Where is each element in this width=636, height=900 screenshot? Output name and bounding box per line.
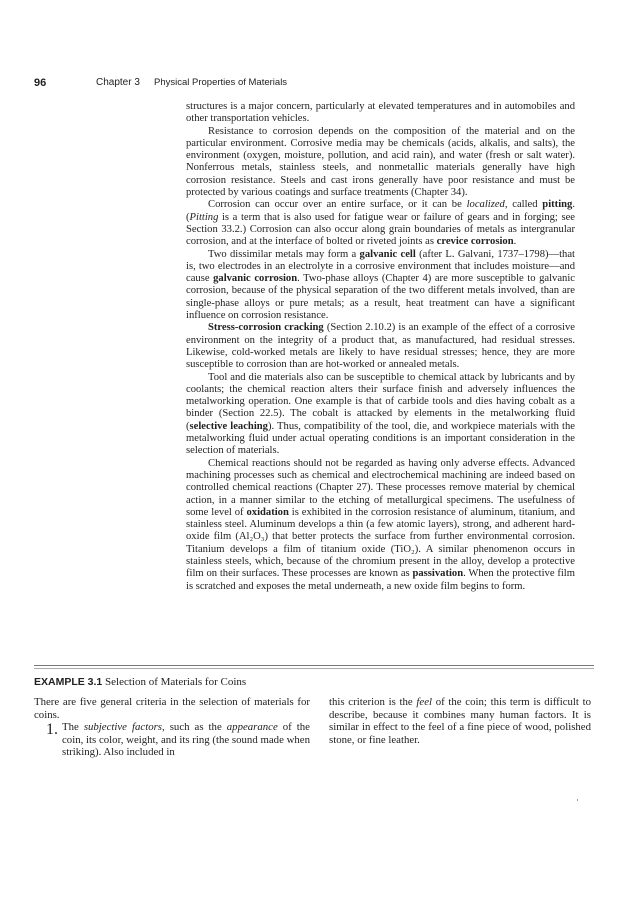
term-pitting: pitting [542, 199, 573, 211]
p3-text-c: , called [504, 199, 543, 211]
scan-mark [577, 799, 578, 801]
list-item-number: 1. [46, 721, 58, 739]
p3-text-g: is a term that is also used for fatigue wear or failure of gears and in forging; see Section 33.2.) Corrosion can also occur along grain boundaries of metals as intergranular corrosion, and at the interface of bolted or riveted joints as [186, 211, 575, 248]
paragraph-3 [186, 199, 575, 248]
item1-text-c: , such as the [162, 721, 227, 734]
p4-text-a: Two dissimilar metals may form a [208, 248, 360, 260]
paragraph-6 [186, 372, 575, 458]
p6-text-c: ). Thus, compatibility of the tool, die, and workpiece materials with the metalworking fluid under actual operating conditions is an important consideration in the selection of materials. [186, 420, 575, 457]
p3-text-i: . [513, 236, 517, 248]
term-localized: localized [466, 199, 505, 211]
col2-text-c: of the coin; this term is difficult to describe, because it combines many human factors. It is similar in effect to the feel of a fine piece of wood, polished stone, or fine leather. [329, 696, 591, 746]
example-intro: There are five general criteria in the selection of materials for coins. [34, 696, 310, 721]
section-divider [34, 665, 594, 666]
paragraph-7 [186, 458, 575, 593]
body-text [186, 101, 575, 593]
p5-text-b: (Section 2.10.2) is an example of the effect of a corrosive environment on the integrity of a product that, as manufactured, had residual stresses. Likewise, cold-worked metals are likely to have residual stresses; hence, they are more susceptible to corrosion than are hot-worked or annealed metals. [186, 322, 575, 371]
term-feel: feel [416, 696, 432, 708]
term-appearance: appearance [226, 721, 278, 734]
example-title: Selection of Materials for Coins [105, 676, 247, 688]
term-oxidation: oxidation [246, 506, 289, 518]
term-pitting-italic: Pitting [189, 211, 219, 223]
example-column-right [329, 696, 591, 746]
chapter-title: Physical Properties of Materials [154, 77, 288, 88]
term-galvanic-cell: galvanic cell [359, 248, 416, 260]
term-selective-leaching: selective leaching [189, 420, 268, 432]
p4-text-e: . Two-phase alloys (Chapter 4) are more susceptible to galvanic corrosion, because of the physical separation of the two different metals involved, than are single-phase alloys or pure metals; as a result, heat treatment can have a significant influence on corrosion resistance. [186, 273, 575, 322]
list-item-text [62, 721, 310, 759]
page-number: 96 [34, 77, 47, 89]
item1-text-e: of the coin, its color, weight, and its ring (the sound made when striking). Also included in [62, 721, 310, 759]
p4-text-c: (after L. Galvani, 1737–1798)—that is, two electrodes in an electrolyte in a corrosive environment that includes moisture—and cause [186, 248, 575, 285]
paragraph-2: Resistance to corrosion depends on the composition of the material and on the particular environment. Corrosive media may be chemicals (acids, alkalis, and salts), the environment (oxygen, moisture, pollution, and acid rain), and water (fresh or salt water). Nonferrous metals, stainless steels, and nonmetallic materials generally have high corrosion resistance. Steels and cast irons generally have poor resistance and must be protected by various coatings and surface treatments (Chapter 34). [186, 125, 575, 199]
example-continuation [329, 696, 591, 746]
term-stress-corrosion-cracking: Stress-corrosion cracking [208, 322, 324, 334]
paragraph-5 [186, 322, 575, 371]
p3-text-a: Corrosion can occur over an entire surface, or it can be [208, 199, 467, 211]
col2-text-a: this criterion is the [329, 696, 417, 708]
chapter-label: Chapter 3 [96, 77, 140, 88]
p7-text-c: is exhibited in the corrosion resistance of aluminum, titanium, and stainless steel. Aluminum develops a thin (a few atomic layers), strong, and adherent hard-oxide film (Al₂O₃) that better protects the surface from further environmental corrosion. Titanium develops a film of titanium oxide (TiO₂). A similar phenomenon occurs in stainless steels, which, because of the chromium present in the alloy, develop a protective film on their surfaces. These processes are known as [186, 506, 575, 580]
example-heading [34, 676, 246, 688]
p3-text-e: . ( [186, 199, 575, 223]
p6-text-a: Tool and die materials also can be susceptible to chemical attack by lubricants and by coolants; the chemical reaction alters their surface finish and adversely influences the metalworking operation. One example is that of carbide tools and dies having cobalt as a binder (Section 22.5). The cobalt is attacked by elements in the metalworking fluid ( [186, 371, 575, 432]
item1-text-a: The [62, 721, 84, 734]
section-divider-secondary [34, 668, 594, 669]
paragraph-4 [186, 249, 575, 323]
paragraph-1: structures is a major concern, particularly at elevated temperatures and in automobiles and other transportation vehicles. [186, 101, 575, 125]
list-item [34, 721, 310, 759]
term-passivation: passivation [412, 568, 464, 580]
term-subjective-factors: subjective factors [83, 721, 162, 734]
example-label: EXAMPLE 3.1 [34, 676, 103, 688]
example-column-left [34, 696, 310, 759]
p7-text-e: . When the protective film is scratched and exposes the metal underneath, a new oxide film begins to form. [186, 568, 575, 592]
term-galvanic-corrosion: galvanic corrosion [213, 273, 298, 285]
p7-text-a: Chemical reactions should not be regarded as having only adverse effects. Advanced machining processes such as chemical and electrochemical machining are indeed based on controlled chemical reactions (Chapter 27). These processes remove material by chemical action, in a manner similar to the etching of metallurgical specimens. The usefulness of some level of [186, 457, 575, 518]
page-header [34, 77, 602, 93]
term-crevice-corrosion: crevice corrosion [436, 236, 514, 248]
